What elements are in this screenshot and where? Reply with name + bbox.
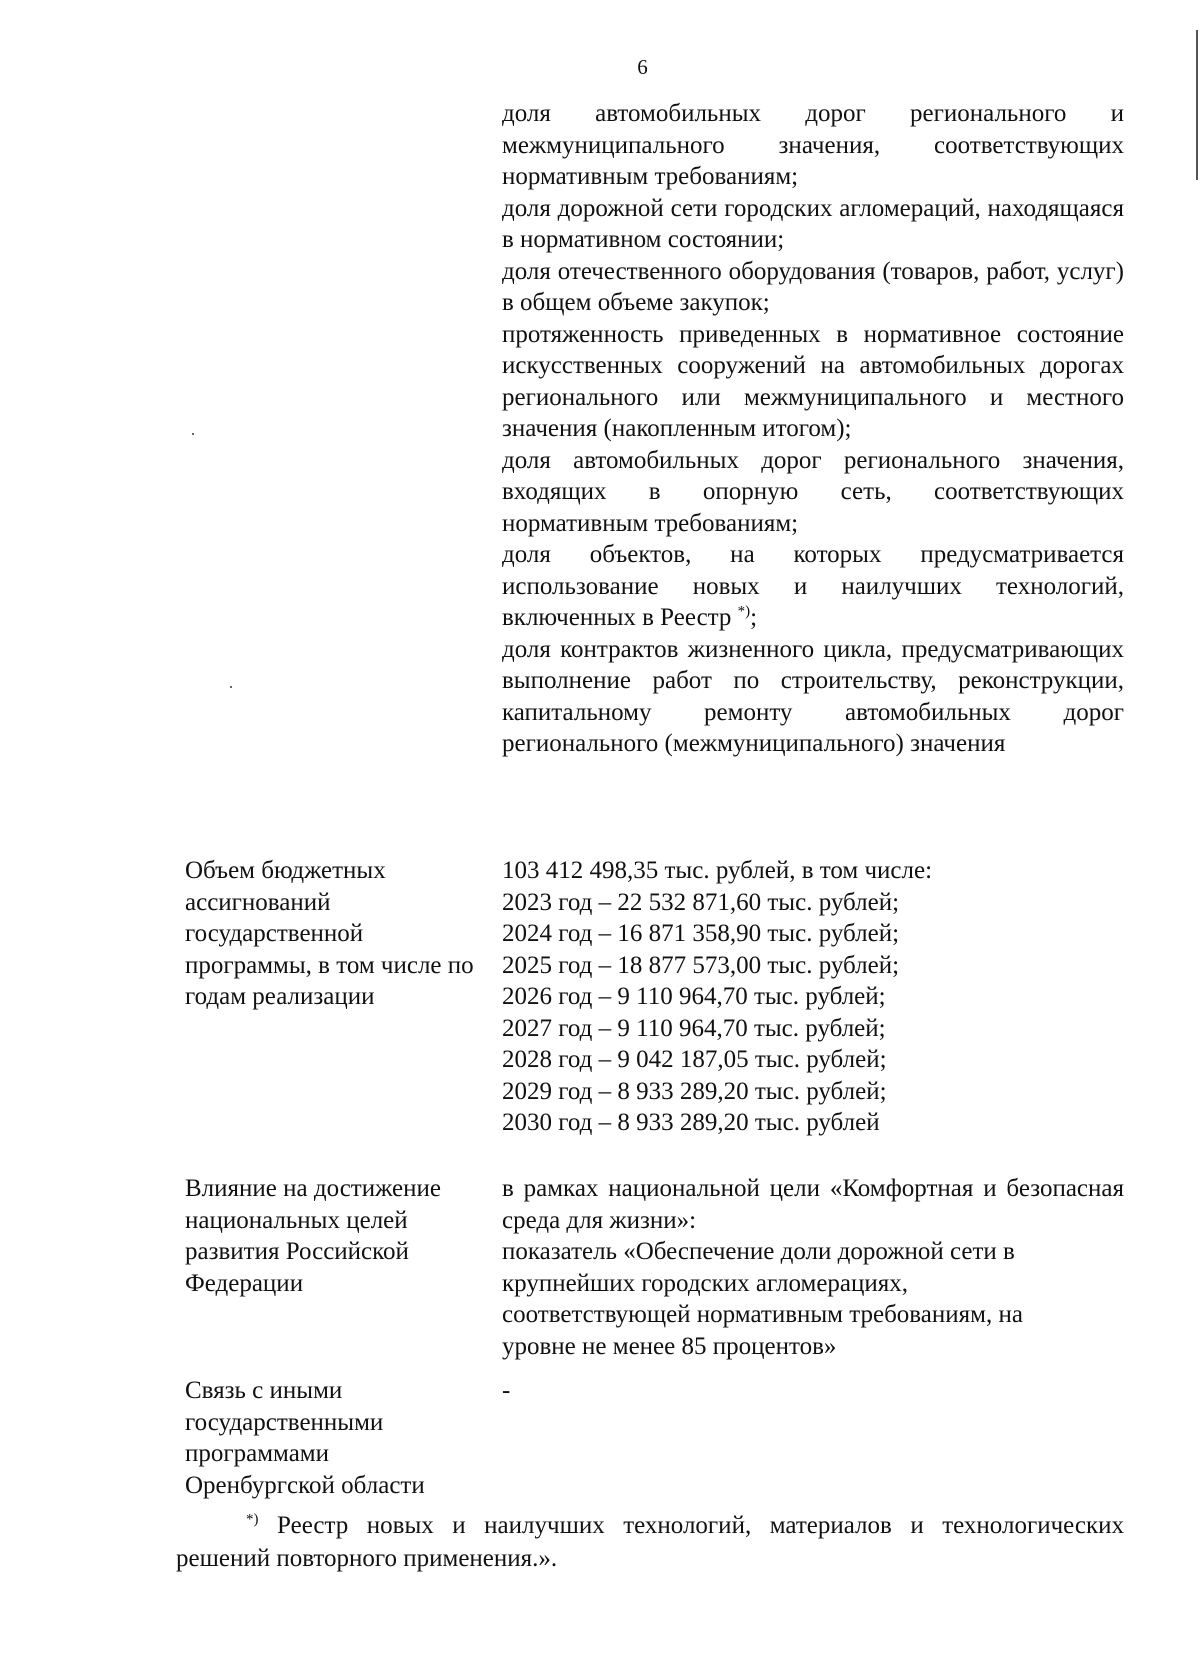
scan-edge-line <box>1196 30 1198 180</box>
links-value <box>502 1375 1124 1407</box>
footnote-text: Реестр новых и наилучших технологий, материалов и технологических решений повторного применения.». <box>176 1512 1124 1572</box>
budget-year: 2026 год – 9 110 964,70 тыс. рублей; <box>502 983 886 1010</box>
indicator-text: доля объектов, на которых предусматривается использование новых и наилучших технологий, включенных в Реестр <box>502 541 1124 631</box>
influence-label-text: Влияние на достижение национальных целей развития Российской Федерации <box>185 1175 441 1297</box>
budget-year: 2028 год – 9 042 187,05 тыс. рублей; <box>502 1046 887 1073</box>
budget-label <box>185 855 475 1013</box>
budget-label-text: Объем бюджетных ассигнований государственной программы, в том числе по годам реализации <box>185 857 474 1010</box>
budget-values <box>502 855 1124 1139</box>
footnote <box>176 1509 1124 1575</box>
scan-speck <box>192 433 194 435</box>
links-label-text: Связь с иными государственными программами Оренбургской области <box>185 1377 425 1499</box>
budget-year: 2025 год – 18 877 573,00 тыс. рублей; <box>502 951 900 979</box>
indicator-item: доля отечественного оборудования (товаров, работ, услуг) в общем объеме закупок; <box>502 257 1124 316</box>
footnote-reference: *) <box>737 603 751 620</box>
indicator-item: доля автомобильных дорог регионального значения, входящих в опорную сеть, соответствующих нормативным требованиям; <box>502 446 1124 537</box>
budget-year: 2023 год – 22 532 871,60 тыс. рублей; <box>502 888 900 916</box>
indicator-item: доля контрактов жизненного цикла, предусматривающих выполнение работ по строительству, реконструкции, капитальному ремонту автомобильных дорог регионального (межмуниципального) значения <box>502 635 1124 757</box>
budget-year: 2030 год – 8 933 289,20 тыс. рублей <box>502 1109 880 1136</box>
links-value-text: - <box>502 1377 511 1404</box>
links-label <box>185 1375 475 1501</box>
budget-year: 2029 год – 8 933 289,20 тыс. рублей; <box>502 1077 887 1105</box>
national-goal: в рамках национальной цели «Комфортная и безопасная среда для жизни»: <box>502 1175 1124 1234</box>
indicator-suffix: ; <box>750 604 758 631</box>
influence-label <box>185 1173 475 1299</box>
indicator-item: доля дорожной сети городских агломераций, находящаяся в нормативном состоянии; <box>502 194 1124 253</box>
indicators-list <box>502 98 1124 760</box>
national-indicator: показатель «Обеспечение доли дорожной сети в крупнейших городских агломерациях, соответствующей нормативным требованиям, на уровне не менее 85 процентов» <box>502 1238 1023 1360</box>
influence-values <box>502 1173 1124 1362</box>
scan-speck <box>230 686 232 688</box>
indicator-item: протяженность приведенных в нормативное состояние искусственных сооружений на автомобильных дорогах регионального или межмуниципального и местного значения (накопленным итогом); <box>502 320 1124 442</box>
budget-total: 103 412 498,35 тыс. рублей, в том числе: <box>502 857 933 884</box>
budget-year: 2027 год – 9 110 964,70 тыс. рублей; <box>502 1014 886 1042</box>
indicator-item-with-footnote <box>502 539 1124 634</box>
budget-year: 2024 год – 16 871 358,90 тыс. рублей; <box>502 920 900 947</box>
footnote-mark: *) <box>246 1511 259 1528</box>
indicator-item: доля автомобильных дорог регионального и межмуниципального значения, соответствующих нормативным требованиям; <box>502 100 1124 190</box>
page-number: 6 <box>637 55 648 79</box>
